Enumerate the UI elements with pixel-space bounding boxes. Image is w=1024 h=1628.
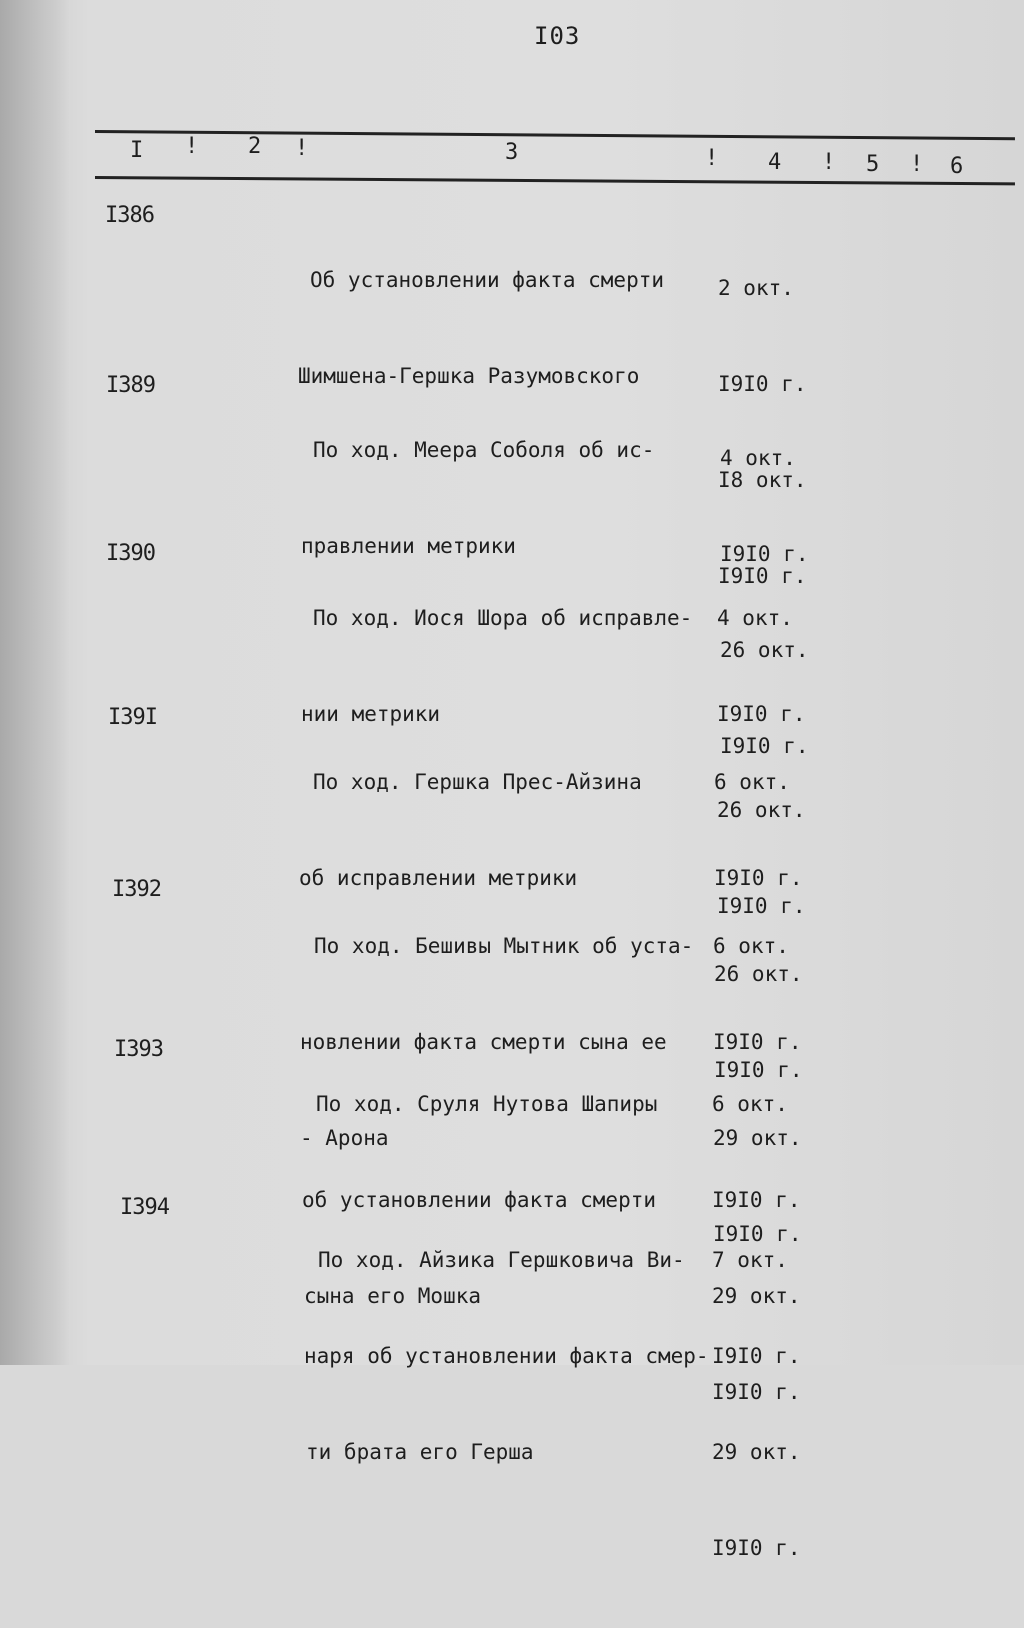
- description-line: - Арона: [300, 1126, 389, 1150]
- date-start-year: I9I0 г.: [712, 1188, 801, 1212]
- entry-dates: [712, 1180, 801, 1628]
- description-line: правлении метрики: [301, 534, 516, 558]
- description-line: нии метрики: [301, 702, 441, 726]
- description-line: По ход. Сруля Нутова Шапиры: [316, 1092, 658, 1116]
- column-header-4: 4: [768, 150, 782, 175]
- date-end-year: I9I0 г.: [718, 564, 807, 588]
- page-number: I03: [534, 22, 581, 50]
- description-line: Шимшена-Гершка Разумовского: [298, 364, 640, 388]
- description-line: По ход. Меера Соболя об ис-: [313, 438, 655, 462]
- date-start-year: I9I0 г.: [717, 702, 806, 726]
- column-header-1: I: [130, 138, 144, 163]
- date-end-day: I8 окт.: [718, 468, 807, 492]
- description-line: сына его Мошка: [304, 1284, 482, 1308]
- date-end-day: 26 окт.: [714, 962, 803, 986]
- entry-number: I390: [106, 541, 155, 566]
- page-binding-shadow: [0, 0, 70, 1365]
- description-line: Об установлении факта смерти: [310, 268, 665, 292]
- column-separator: !: [910, 152, 924, 177]
- description-line: По ход. Иося Шора об исправле-: [313, 606, 693, 630]
- date-start-year: I9I0 г.: [720, 542, 809, 566]
- date-end-day: 26 окт.: [720, 638, 809, 662]
- column-separator: !: [822, 150, 836, 175]
- date-end-year: I9I0 г.: [712, 1380, 801, 1404]
- description-line: По ход. Бешивы Мытник об уста-: [314, 934, 694, 958]
- date-end-day: 29 окт.: [712, 1440, 801, 1464]
- column-separator: !: [705, 146, 719, 171]
- column-header-5: 5: [866, 152, 880, 177]
- date-start-day: 6 окт.: [713, 934, 789, 958]
- date-start-year: I9I0 г.: [713, 1030, 802, 1054]
- date-end-year: I9I0 г.: [717, 894, 806, 918]
- description-line: об установлении факта смерти: [302, 1188, 657, 1212]
- date-start-day: 4 окт.: [717, 606, 793, 630]
- column-separator: !: [295, 136, 309, 161]
- entry-number: I393: [114, 1037, 163, 1062]
- date-start-day: 6 окт.: [714, 770, 790, 794]
- entry-number: I389: [106, 373, 155, 398]
- column-header-6: 6: [950, 154, 964, 179]
- date-end-year: I9I0 г.: [713, 1222, 802, 1246]
- entry-description: [304, 1180, 709, 1532]
- date-end-day: 26 окт.: [717, 798, 806, 822]
- description-line: По ход. Гершка Прес-Айзина: [313, 770, 642, 794]
- header-top-rule: [95, 130, 1015, 140]
- description-line: ти брата его Герша: [306, 1440, 534, 1464]
- description-line: новлении факта смерти сына ее: [300, 1030, 667, 1054]
- date-start-year: I9I0 г.: [718, 372, 807, 396]
- entry-number: I386: [105, 203, 154, 228]
- column-separator: !: [185, 134, 199, 159]
- date-end-year: I9I0 г.: [712, 1536, 801, 1560]
- description-line: наря об установлении факта смер-: [304, 1344, 709, 1368]
- entry-number: I394: [120, 1195, 169, 1220]
- date-end-day: 29 окт.: [712, 1284, 801, 1308]
- date-start-day: 6 окт.: [712, 1092, 788, 1116]
- date-end-year: I9I0 г.: [714, 1058, 803, 1082]
- date-start-year: I9I0 г.: [714, 866, 803, 890]
- entry-number: I392: [112, 877, 161, 902]
- entry-number: I39I: [108, 705, 157, 730]
- date-start-year: I9I0 г.: [712, 1344, 801, 1368]
- description-line: По ход. Айзика Гершковича Ви-: [318, 1248, 685, 1272]
- column-header-2: 2: [248, 134, 262, 159]
- date-start-day: 7 окт.: [712, 1248, 788, 1272]
- column-header-3: 3: [505, 140, 519, 165]
- date-start-day: 2 окт.: [718, 276, 794, 300]
- date-end-year: I9I0 г.: [720, 734, 809, 758]
- date-end-day: 29 окт.: [713, 1126, 802, 1150]
- header-bottom-rule: [95, 176, 1015, 185]
- description-line: об исправлении метрики: [299, 866, 578, 890]
- date-start-day: 4 окт.: [720, 446, 796, 470]
